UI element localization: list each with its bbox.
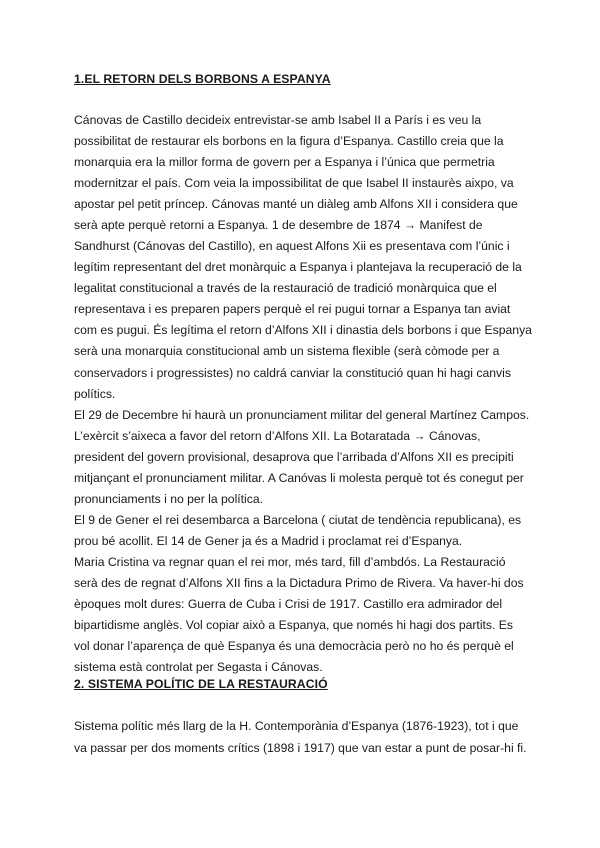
paragraph-line: prou bé acollit. El 14 de Gener ja és a Madrid i proclamat rei d’Espanya. <box>74 533 463 548</box>
paragraph-line: legalitat constitucional a través de la restauració de tradició monàrquica que el <box>74 281 497 296</box>
section-heading-2: 2. SISTEMA POLÍTIC DE LA RESTAURACIÓ <box>74 677 328 691</box>
section-heading-1: 1.EL RETORN DELS BORBONS A ESPANYA <box>74 72 331 86</box>
paragraph-line: Maria Cristina va regnar quan el rei mor, més tard, fill d’ambdós. La Restauració <box>74 554 506 569</box>
paragraph-line: Sandhurst (Cánovas del Castillo), en aquest Alfons Xii es presentava com l’únic i <box>74 239 510 254</box>
paragraph-line: sistema està controlat per Segasta i Cánovas. <box>74 660 323 674</box>
paragraph-line: El 9 de Gener el rei desembarca a Barcelona ( ciutat de tendència republicana), es <box>74 512 522 527</box>
paragraph-line: va passar per dos moments crítics (1898 i 1917) que van estar a punt de posar-hi fi. <box>74 741 527 755</box>
paragraph-line: serà apte perquè retorni a Espanya. 1 de desembre de 1874 → Manifest de <box>74 218 483 233</box>
paragraph-line: èpoques molt dures: Guerra de Cuba i Crisi de 1917. Castillo era admirador del <box>74 596 503 611</box>
paragraph-line: pronunciaments i no per la política. <box>74 491 264 506</box>
paragraph-line: com es pugui. És legítima el retorn d’Alfons XII i dinastia dels borbons i que Espanya <box>74 323 532 338</box>
paragraph-line: apostar pel petit príncep. Cánovas manté un diàleg amb Alfons XII i considera que <box>74 197 518 212</box>
paragraph-line: Cánovas de Castillo decideix entrevistar-se amb Isabel II a París i es veu la <box>74 113 482 127</box>
paragraph-line: vol donar l’aparença de què Espanya és una democràcia però no ho és perquè el <box>74 639 514 653</box>
paragraph-line: serà una monarquia constitucional amb un sistema flexible (serà còmode per a <box>74 344 500 359</box>
paragraph-line: conservadors i progressistes) no caldrá canviar la constitució quan hi hagi canvis <box>74 365 511 380</box>
paragraph-line: possibilitat de restaurar els borbons en la figura d’Espanya. Castillo creia que la <box>74 134 504 148</box>
paragraph-line: legítim representant del dret monàrquic a Espanya i plantejava la recuperació de la <box>74 260 522 275</box>
paragraph-line: serà des de regnat d’Alfons XII fins a la Dictadura Primo de Rivera. Va haver-hi dos <box>74 575 524 590</box>
paragraph-line: polítics. <box>74 386 116 401</box>
paragraph-line: mitjançant el pronunciament militar. A Canóvas li molesta perquè tot és conegut per <box>74 470 524 485</box>
paragraph-line: El 29 de Decembre hi haurà un pronunciament militar del general Martínez Campos. <box>74 407 530 422</box>
paragraph-line: bipartidisme anglès. Vol copiar això a Espanya, que només hi hagi dos partits. Es <box>74 617 513 632</box>
paragraph-line: monarquia era la millor forma de govern per a Espanya i l’única que permetria <box>74 155 495 170</box>
paragraph-line: L’exèrcit s’aixeca a favor del retorn d’Alfons XII. La Botaratada → Cánovas, <box>74 428 481 443</box>
paragraph-line: Sistema polític més llarg de la H. Contemporània d’Espanya (1876-1923), tot i que <box>74 719 519 733</box>
paragraph-line: modernitzar el país. Com veia la impossibilitat de que Isabel II instaurès aixpo, va <box>74 176 514 191</box>
paragraph-line: president del govern provisional, desaprova que l’arribada d’Alfons XII es precipiti <box>74 449 514 464</box>
paragraph-line: representava i es preparen papers perquè el rei pugui tornar a Espanya tan aviat <box>74 302 511 317</box>
